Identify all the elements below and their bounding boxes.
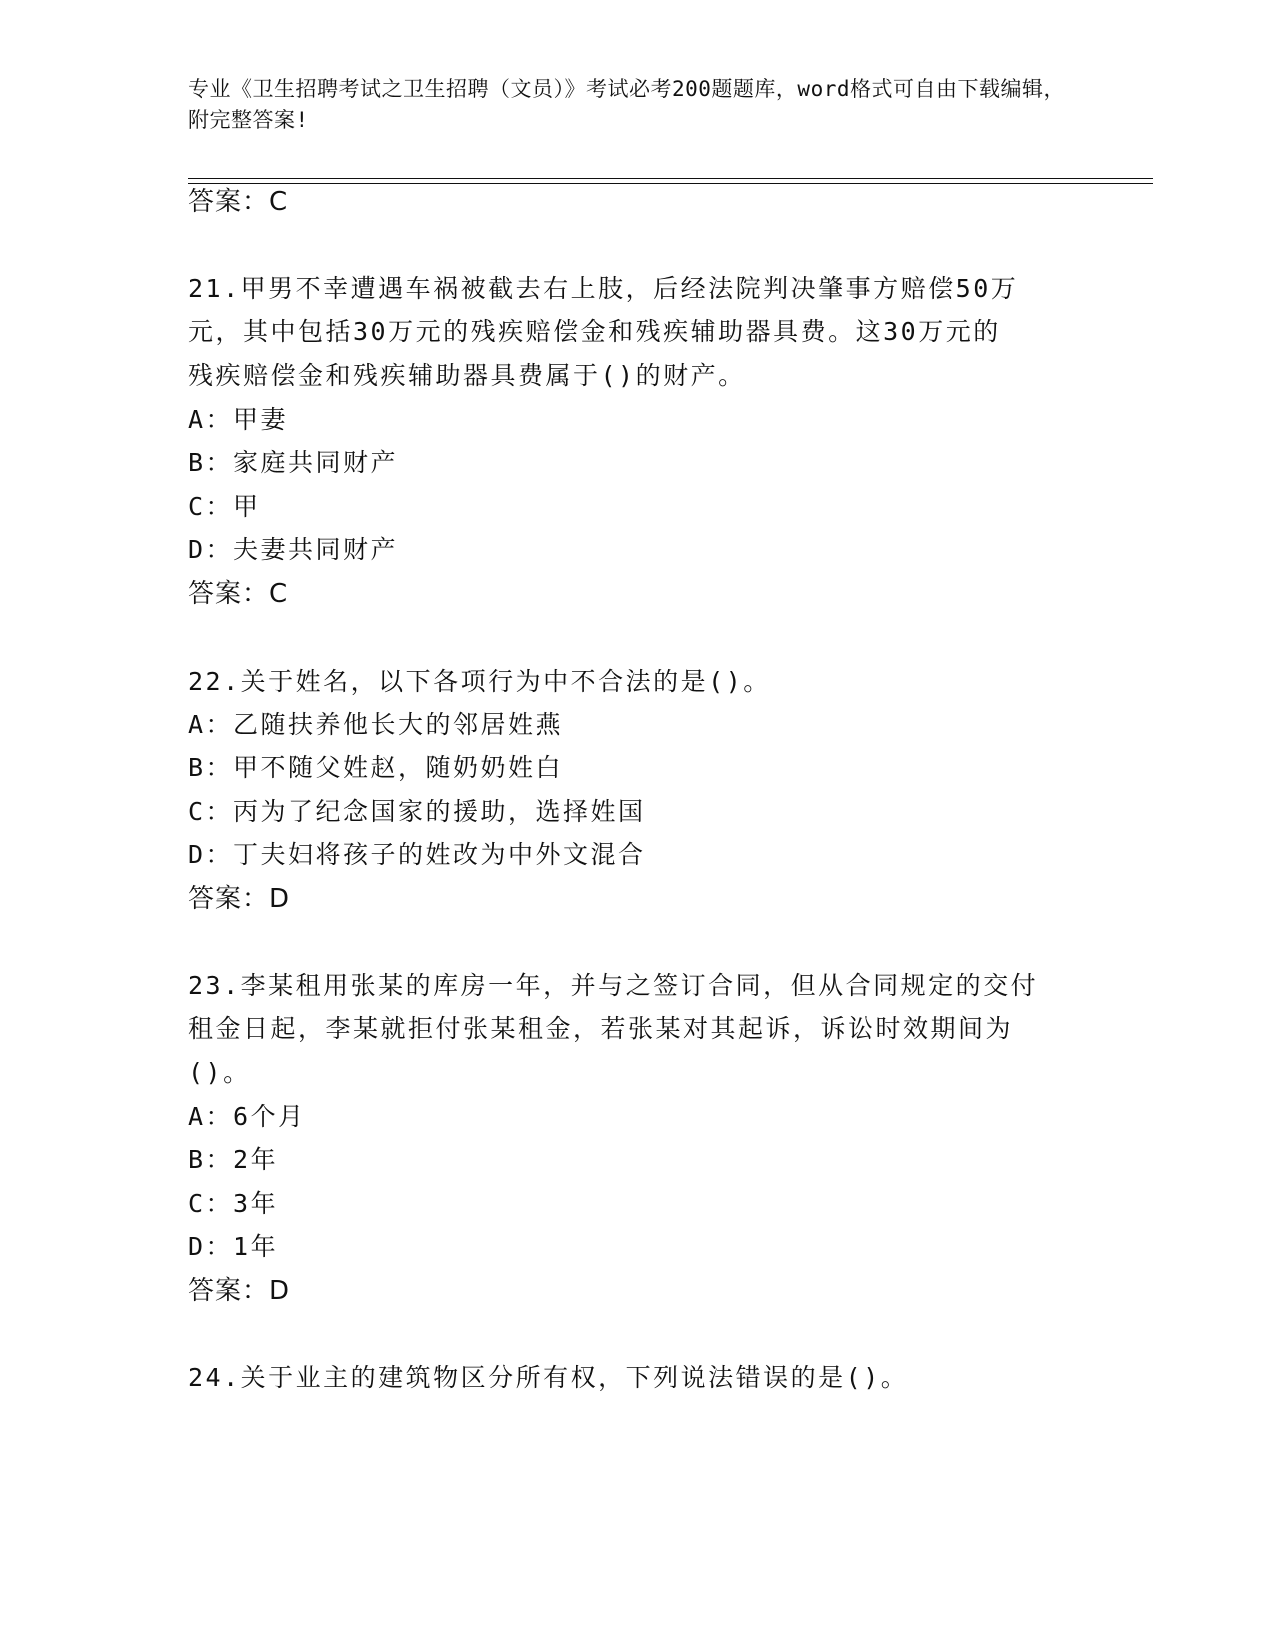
question-21-stem-line-2: 元，其中包括30万元的残疾赔偿金和残疾辅助器具费。这30万元的	[188, 317, 1001, 346]
question-21-answer: 答案：C	[188, 579, 289, 609]
question-23-option-c: C：3年	[188, 1189, 279, 1218]
question-23-stem-line-2: 租金日起，李某就拒付张某租金，若张某对其起诉，诉讼时效期间为	[188, 1014, 1014, 1043]
question-22-option-b: B：甲不随父姓赵，随奶奶姓白	[188, 753, 564, 782]
header-divider-bottom	[188, 183, 1153, 184]
question-23-option-b: B：2年	[188, 1145, 279, 1174]
question-22-option-c: C：丙为了纪念国家的援助，选择姓国	[188, 797, 646, 826]
question-24-stem-line-1: 24.关于业主的建筑物区分所有权，下列说法错误的是()。	[188, 1363, 909, 1392]
question-23-answer: 答案：D	[188, 1276, 291, 1306]
question-23-stem-line-1: 23.李某租用张某的库房一年，并与之签订合同，但从合同规定的交付	[188, 971, 1039, 1000]
question-21-stem-line-1: 21.甲男不幸遭遇车祸被截去右上肢，后经法院判决肇事方赔偿50万	[188, 274, 1019, 303]
question-23-option-a: A：6个月	[188, 1102, 306, 1131]
question-21-stem-line-3: 残疾赔偿金和残疾辅助器具费属于()的财产。	[188, 361, 746, 390]
question-22-stem-line-1: 22.关于姓名，以下各项行为中不合法的是()。	[188, 667, 771, 696]
question-22-answer: 答案：D	[188, 884, 291, 914]
question-21-option-d: D：夫妻共同财产	[188, 535, 399, 564]
question-22-option-a: A：乙随扶养他长大的邻居姓燕	[188, 710, 564, 739]
question-21-option-b: B：家庭共同财产	[188, 448, 399, 477]
question-22-option-d: D：丁夫妇将孩子的姓改为中外文混合	[188, 840, 646, 869]
question-21-option-a: A：甲妻	[188, 405, 289, 434]
question-23-option-d: D：1年	[188, 1232, 279, 1261]
question-21-option-c: C：甲	[188, 492, 261, 521]
answer-previous: 答案：C	[188, 187, 289, 217]
question-23-stem-line-3: ()。	[188, 1058, 251, 1087]
header-divider-top	[188, 178, 1153, 179]
document-header: 专业《卫生招聘考试之卫生招聘（文员）》考试必考200题题库，word格式可自由下载编辑，附完整答案!	[188, 77, 1065, 132]
